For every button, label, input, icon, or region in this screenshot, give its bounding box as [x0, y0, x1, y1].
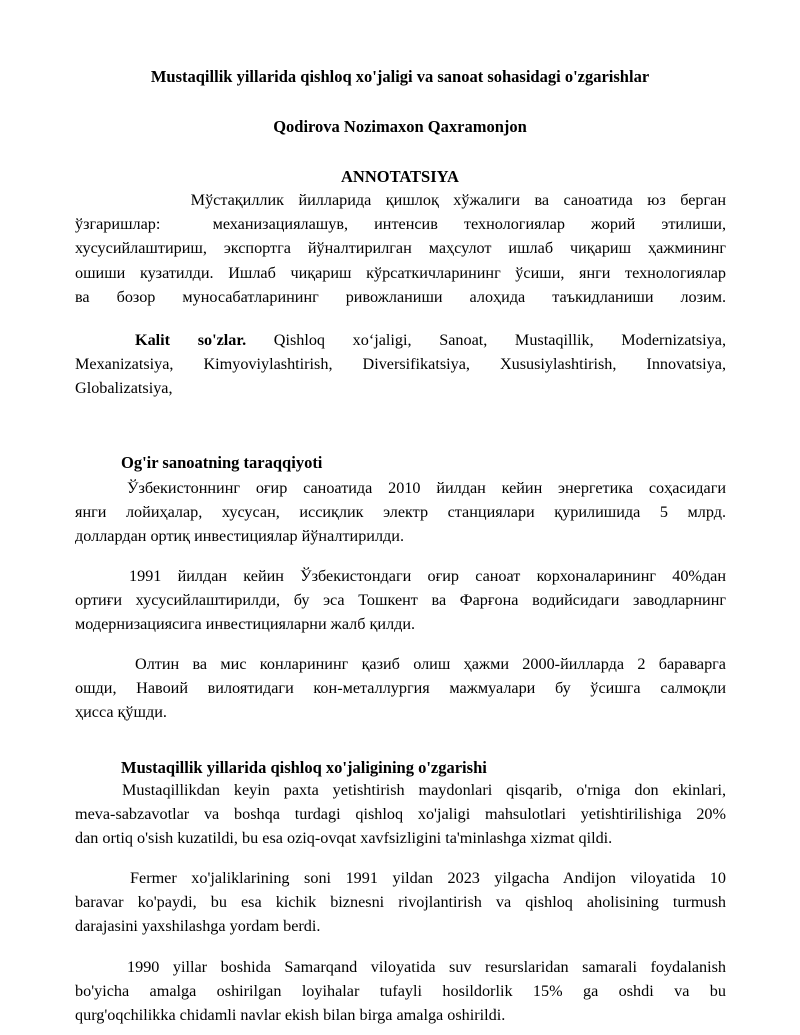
annotation-line: ва бозор муносабатларининг ривожланиши алоҳида таъкидланиши лозим. — [75, 287, 726, 306]
paragraph-line: meva-sabzavotlar va boshqa turdagi qishloq xo'jaligi mahsulotlari yetishtirilishiga 20% — [75, 805, 726, 824]
section2-paragraph — [75, 866, 726, 939]
paragraph-line: Mustaqillikdan keyin paxta yetishtirish maydonlari qisqarib, o'rniga don ekinlari, — [122, 781, 726, 799]
paragraph-line: darajasini yaxshilashga yordam berdi. — [75, 917, 321, 936]
paragraph-line: модернизациясига инвестицияларни жалб қилди. — [75, 615, 416, 634]
annotation-paragraph — [75, 188, 726, 309]
paragraph-line: bo'yicha amalga oshirilgan loyihalar tufayli hosildorlik 15% ga oshdi va bu — [75, 982, 726, 1001]
paragraph-line: Олтин ва мис конларининг қазиб олиш ҳажми 2000-йилларда 2 бараварга — [135, 655, 726, 673]
paragraph-line: янги лойиҳалар, хусусан, иссиқлик электр станциялари қурилишида 5 млрд. — [75, 503, 726, 522]
keywords-text: Qishloq xo‘jaligi, Sanoat, Mustaqillik, Modernizatsiya, — [246, 331, 726, 349]
keywords-line: Globalizatsiya, — [75, 379, 173, 398]
section1-paragraph — [75, 564, 726, 637]
annotation-line: хусусийлаштириш, экспортга йўналтирилган маҳсулот ишлаб чиқариш ҳажмининг — [75, 239, 726, 258]
paragraph-line: 1991 йилдан кейин Ўзбекистондаги оғир саноат корхоналарининг 40%дан — [129, 567, 726, 585]
section1-paragraph — [75, 476, 726, 549]
keywords-line — [75, 328, 726, 352]
paragraph-line: ҳисса қўшди. — [75, 703, 167, 722]
paragraph-line: qurg'oqchilikka chidamli navlar ekish bilan birga amalga oshirildi. — [75, 1006, 506, 1025]
paragraph-line: Fermer xo'jaliklarining soni 1991 yildan 2023 yilgacha Andijon viloyatida 10 — [130, 869, 726, 887]
section2-paragraph — [75, 955, 726, 1028]
keywords-label: Kalit so'zlar. — [135, 331, 247, 349]
section-heading-heavy-industry: Og'ir sanoatning taraqqiyoti — [121, 453, 323, 472]
keywords-line: Mexanizatsiya, Kimyoviylashtirish, Diversifikatsiya, Xususiylashtirish, Innovatsiya, — [75, 355, 726, 374]
annotation-line: ошиши кузатилди. Ишлаб чиқариш кўрсаткичларининг ўсиши, янги технологиялар — [75, 263, 726, 282]
paragraph-line: Ўзбекистоннинг оғир саноатида 2010 йилдан кейин энергетика соҳасидаги — [127, 479, 726, 497]
paragraph-line: ортиғи хусусийлаштирилди, бу эса Тошкент ва Фарғона водийсидаги заводларнинг — [75, 591, 726, 610]
document-title: Mustaqillik yillarida qishloq xo'jaligi va sanoat sohasidagi o'zgarishlar — [150, 67, 650, 86]
section2-paragraph — [75, 778, 726, 851]
section-heading-agriculture: Mustaqillik yillarida qishloq xo'jaligining o'zgarishi — [121, 758, 487, 777]
annotation-heading: ANNOTATSIYA — [341, 167, 459, 186]
paragraph-line: ошди, Навоий вилоятидаги кон-металлургия мажмуалари бу ўсишга салмоқли — [75, 679, 726, 698]
section1-paragraph — [75, 652, 726, 725]
paragraph-line: baravar ko'paydi, bu esa kichik biznesni rivojlantirish va qishloq aholisining turmush — [75, 893, 726, 912]
annotation-line: ўзгаришлар: механизациялашув, интенсив технологиялар жорий этилиши, — [75, 215, 726, 234]
keywords-paragraph — [75, 328, 726, 401]
paragraph-line: dan ortiq o'sish kuzatildi, bu esa oziq-ovqat xavfsizligini ta'minlashga xizmat qildi. — [75, 829, 613, 848]
author-name: Qodirova Nozimaxon Qaxramonjon — [273, 117, 527, 136]
annotation-line: Мўстақиллик йилларида қишлоқ хўжалиги ва саноатида юз берган — [75, 191, 726, 209]
paragraph-line: доллардан ортиқ инвестициялар йўналтирилди. — [75, 527, 404, 546]
paragraph-line: 1990 yillar boshida Samarqand viloyatida suv resurslaridan samarali foydalanish — [127, 958, 726, 976]
